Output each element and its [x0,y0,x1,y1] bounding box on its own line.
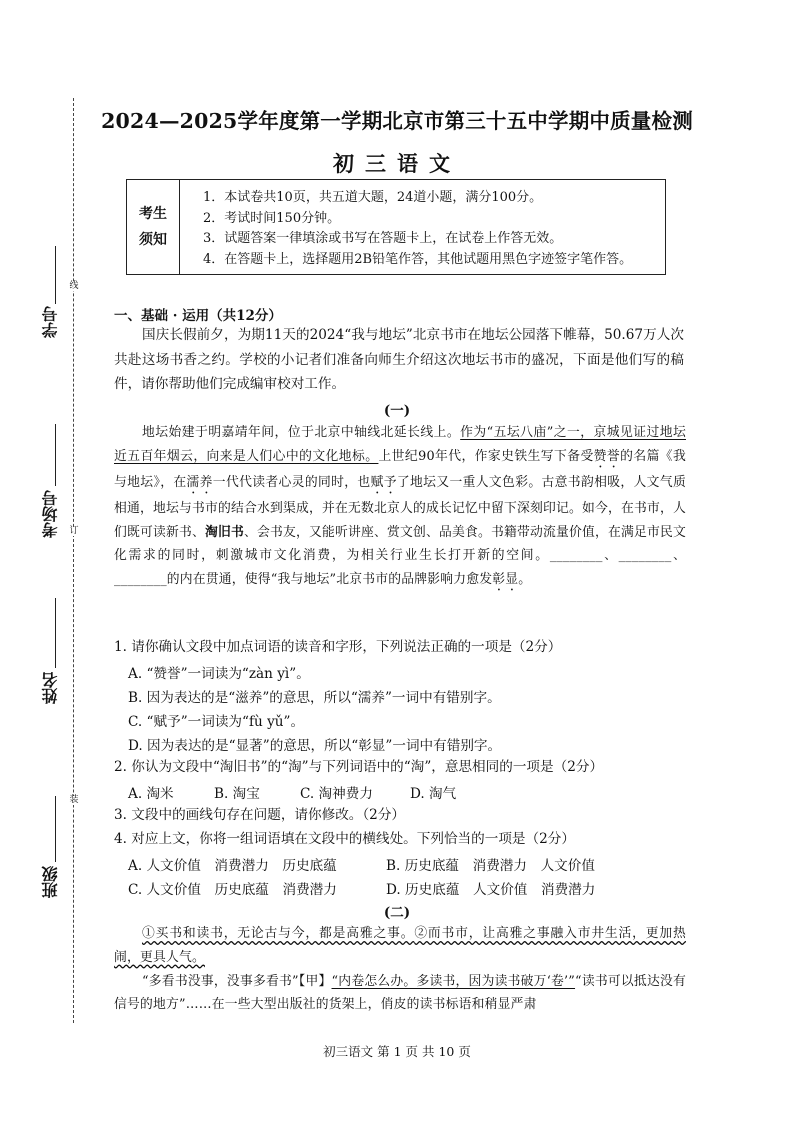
binding-dashed-line [73,98,74,1023]
q4-option-d: D. 历史底蕴 人文价值 消费潜力 [386,882,596,898]
passage-two-quote1: “多看书没事，没事多看书”【甲】 [142,973,332,989]
passage-two-quote3: “读书可以抵达没有信号的地方”……在一些大型出版社的货架上，俏皮的读书标语和稍显严肃 [114,973,686,1013]
dotted-word-zanyu: 赞誉 [593,448,621,464]
q1-option-d: D. 因为表达的是“显著”的意思，所以“彰显”一词中有错别字。 [128,738,502,754]
exam-subject: 初三语文 [333,151,461,176]
passage-one [114,421,686,594]
q2-option-d: D. 淘气 [410,786,457,802]
student-id-blank [55,246,56,304]
cut-mark-bind: 装 [66,796,82,805]
q4-option-b: B. 历史底蕴 消费潜力 人文价值 [386,858,595,874]
instruction-item: 2．考试时间150分钟。 [203,210,341,226]
bold-word-taojiushu: 淘旧书 [205,524,244,540]
passage-two-para2 [114,970,686,1018]
dotted-word-zhangxian: 彰显 [492,572,519,588]
exam-room-blank [55,424,56,486]
q2-option-a: A. 淘米 [128,786,174,802]
dotted-word-fuyu: 赋予 [370,474,397,490]
q4-options-row1 [128,854,644,874]
q4-option-c: C. 人文价值 历史底蕴 消费潜力 [128,882,337,898]
instructions-label-line2: 须知 [139,232,167,248]
passage-one-s3c: 一代代读者心灵的同时，也 [212,474,371,490]
question-4: 4. 对应上文，你将一组词语填在文段中的横线处。下列恰当的一项是（2分） [114,831,575,847]
q2-option-c: C. 淘神费力 [300,786,373,802]
instructions-box [126,179,666,275]
instruction-item: 1．本试卷共10页，共五道大题，24道小题，满分100分。 [203,190,543,205]
passage-one-s1: 地坛始建于明嘉靖年间，位于北京中轴线北延长线上。 [142,425,461,440]
dotted-word-ruyang: 濡养 [186,474,213,490]
student-id-label: 学号 [41,306,60,338]
part-one-marker: (一) [383,403,411,419]
passage-two-quote2: “内卷怎么办。多读书，因为读书破万‘卷’” [331,973,576,989]
section-intro: 国庆长假前夕，为期11天的2024“我与地坛”北京书市在地坛公园落下帷幕，50.67万人次共赴这场书香之约。学校的小记者们准备向师生介绍这次地坛书市的盛况，下面是他们写的稿件，请你帮助他们完成编审校对工作。 [114,327,684,392]
passage-one-s3f: 。 [518,572,532,588]
q4-option-a: A. 人文价值 消费潜力 历史底蕴 [128,858,337,874]
q1-option-c: C. “赋予”一词读为“fù yǔ”。 [128,714,305,730]
class-blank [55,796,56,862]
q1-option-a: A. “赞誉”一词读为“zàn yì”。 [128,666,310,682]
part-two-marker: (二) [383,905,411,921]
question-2: 2. 你认为文段中“淘旧书”的“淘”与下列词语中的“淘”，意思相同的一项是（2分） [114,759,604,775]
page-footer: 初三语文 第 1 页 共 10 页 [323,1044,471,1059]
name-label: 姓名 [41,672,60,704]
instructions-label-line1: 考生 [139,206,167,222]
name-blank [55,598,56,668]
instruction-item: 3．试题答案一律填涂或书写在答题卡上，在试卷上作答无效。 [203,231,563,246]
question-1: 1. 请你确认文段中加点词语的读音和字形，下列说法正确的一项是（2分） [114,639,562,655]
question-3: 3. 文段中的画线句存在问题，请你修改。（2分） [114,807,406,823]
exam-title: 2024—2025学年度第一学期北京市第三十五中学期中质量检测 [101,109,693,133]
section-heading: 一、基础 · 运用（共12分） [114,308,282,324]
passage-one-s3b: 的名篇《我与地坛》，在 [114,448,687,490]
wavy-sentence-2: ②而书市，让高雅之事融入市井生活，更加热闹，更具人气。 [114,926,687,965]
underlined-sentence: 作为“五坛八庙”之一，京城见证过地坛近五百年烟云，向来是人们心中的文化地标。 [114,425,686,464]
q2-options [128,782,496,802]
passage-two [114,922,686,1017]
passage-one-s3a: 上世纪90年代，作家史铁生写下备受 [378,448,594,464]
instructions-label [127,180,180,274]
passage-one-s3e: 、会书友，又能听讲座、赏文创、品美食。书籍带动流量价值，在满足市民文化需求的同时，刺激城市文化消费，为相关行业生长打开新的空间。________、________、________的内在贯通，使得“我与地坛”北京书市的品牌影响力愈发 [114,524,686,588]
instructions-list [203,188,632,270]
cut-mark-line: 线 [66,282,82,291]
q4-options-row2 [128,878,644,898]
passage-two-para1 [114,922,686,970]
passage-one-s3d: 了地坛又一重人文色彩。古意书韵相吸，人文气质相通，地坛与书市的结合水到渠成，并在无数北京人的成长记忆中留下深刻印记。如今，在书市，人们既可读新书、 [114,474,686,540]
q2-option-b: B. 淘宝 [214,786,260,802]
wavy-sentence-1: ①买书和读书，无论古与今，都是高雅之事。 [142,926,415,941]
instruction-item: 4．在答题卡上，选择题用2B铅笔作答，其他试题用黑色字迹签字笔作答。 [203,251,633,267]
cut-mark-staple: 订 [66,527,82,536]
class-label: 班级 [41,866,60,898]
q1-option-b: B. 因为表达的是“滋养”的意思，所以“濡养”一词中有错别字。 [128,690,501,706]
exam-room-label: 考场号 [41,490,60,538]
